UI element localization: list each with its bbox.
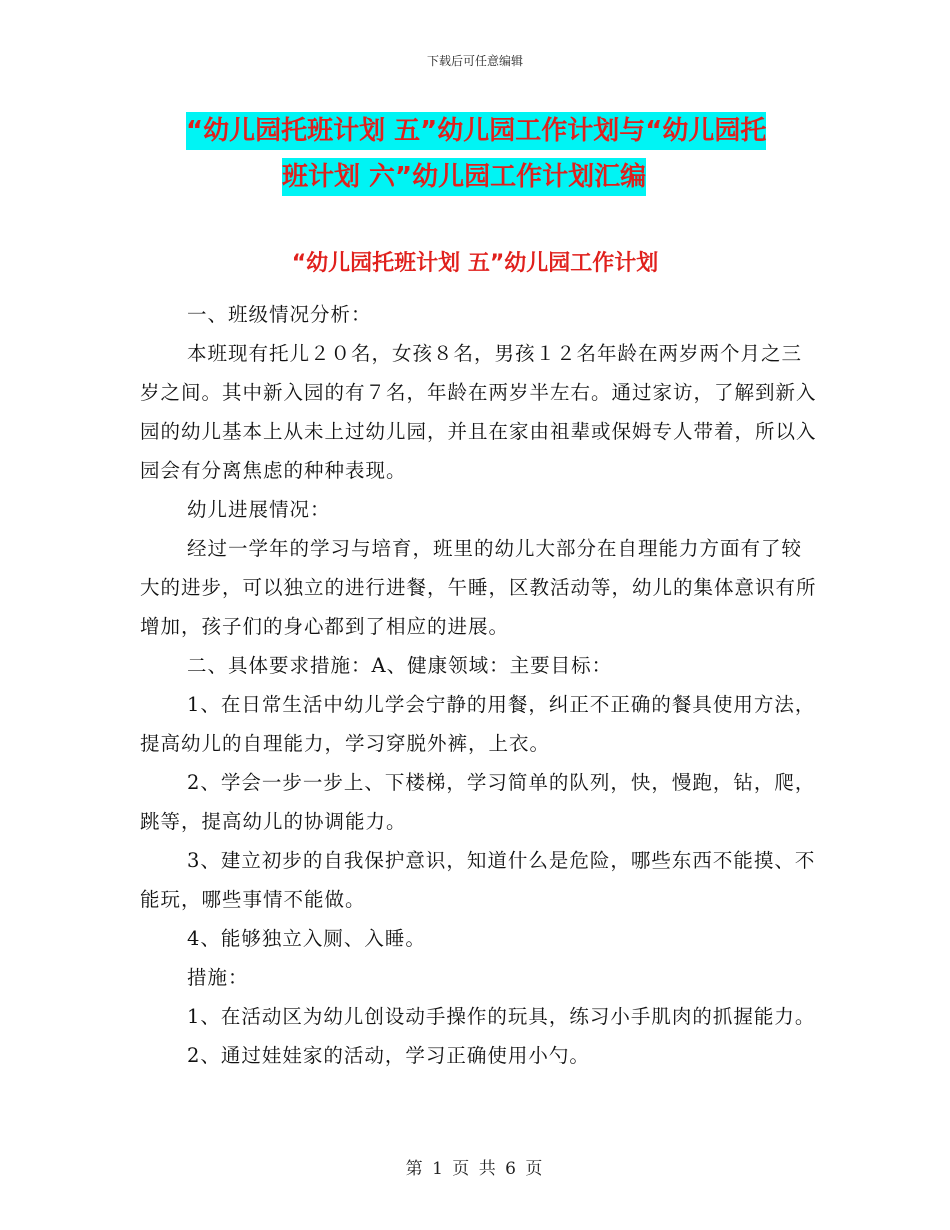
- section-title: “幼儿园托班计划 五”幼儿园工作计划: [291, 251, 659, 276]
- document-title: [186, 108, 816, 200]
- document-title-line-1: “幼儿园托班计划 五”幼儿园工作计划与“幼儿园托: [186, 112, 766, 150]
- paragraph: 幼儿进展情况：: [187, 498, 331, 521]
- page-number-footer: 第 1 页 共 6 页: [405, 1159, 545, 1179]
- paragraph: 2、学会一步一步上、下楼梯，学习简单的队列，快，慢跑，钻，爬，跳等，提高幼儿的协调能力。: [140, 771, 816, 833]
- document-title-line-2: 班计划 六”幼儿园工作计划汇编: [282, 158, 646, 196]
- paragraph: 1、在活动区为幼儿创设动手操作的玩具，练习小手肌肉的抓握能力。: [187, 1005, 816, 1028]
- paragraph: 1、在日常生活中幼儿学会宁静的用餐，纠正不正确的餐具使用方法，提高幼儿的自理能力，学习穿脱外裤，上衣。: [140, 693, 816, 755]
- paragraph: 措施：: [187, 966, 249, 989]
- paragraph: 3、建立初步的自我保护意识，知道什么是危险，哪些东西不能摸、不能玩，哪些事情不能做。: [140, 849, 816, 911]
- header-note: 下载后可任意编辑: [426, 54, 523, 68]
- paragraph: 一、班级情况分析：: [187, 303, 372, 326]
- paragraph: 2、通过娃娃家的活动，学习正确使用小勺。: [187, 1044, 590, 1067]
- paragraph: 经过一学年的学习与培育，班里的幼儿大部分在自理能力方面有了较大的进步，可以独立的进行进餐，午睡，区教活动等，幼儿的集体意识有所增加，孩子们的身心都到了相应的进展。: [140, 537, 817, 638]
- document-body: [140, 295, 820, 1075]
- paragraph: 二、具体要求措施：A、健康领域：主要目标：: [187, 654, 613, 677]
- paragraph: 4、能够独立入厕、入睡。: [187, 927, 426, 950]
- paragraph: 本班现有托儿２０名，女孩８名，男孩１２名年龄在两岁两个月之三岁之间。其中新入园的有７名，年龄在两岁半左右。通过家访，了解到新入园的幼儿基本上从未上过幼儿园，并且在家由祖辈或保姆专人带着，所以入园会有分离焦虑的种种表现。: [140, 342, 817, 482]
